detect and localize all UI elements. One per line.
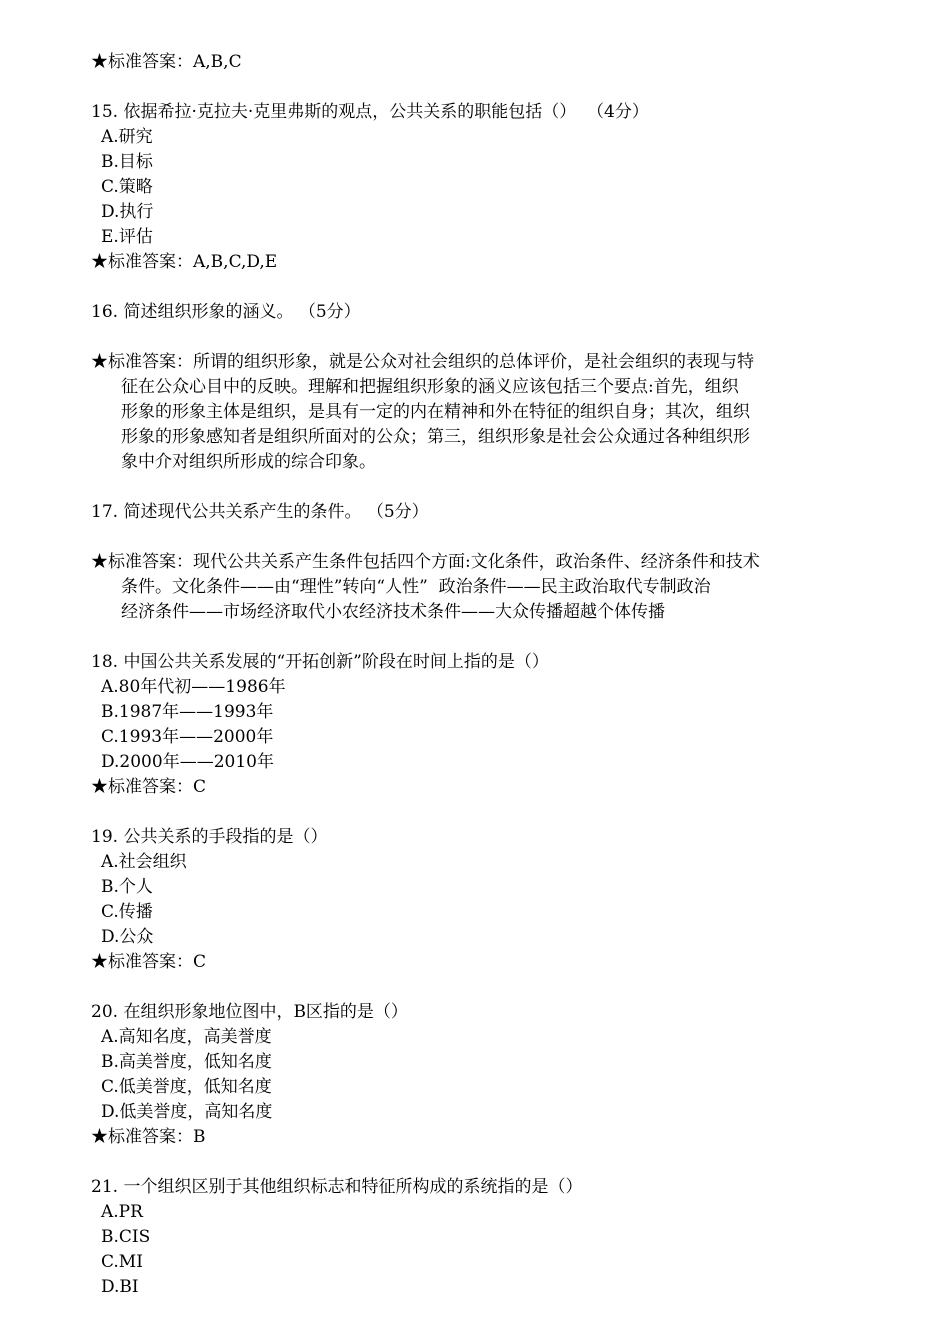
option-21-b: B.CIS (101, 1227, 151, 1247)
answer-text: 所谓的组织形象，就是公众对社会组织的总体评价，是社会组织的表现与特 (193, 352, 754, 372)
answer-text-line: 形象的形象主体是组织，是具有一定的内在精神和外在特征的组织自身；其次，组织 (121, 402, 750, 422)
question-21-stem: 21. 一个组织区别于其他组织标志和特征所构成的系统指的是（） (91, 1177, 583, 1197)
answer-line-14 (91, 50, 866, 75)
option-21-d: D.BI (101, 1277, 139, 1297)
answer-text-line: 形象的形象感知者是组织所面对的公众；第三，组织形象是社会公众通过各种组织形 (121, 427, 750, 447)
option-15-e: E.评估 (101, 227, 153, 247)
question-19-stem: 19. 公共关系的手段指的是（） (91, 827, 328, 847)
option-19-c: C.传播 (101, 902, 153, 922)
answer-line-15 (91, 250, 866, 275)
option-19-d: D.公众 (101, 927, 154, 947)
answer-value: C (193, 777, 207, 797)
exam-page (91, 50, 866, 1300)
option-19-a: A.社会组织 (101, 852, 187, 872)
answer-text-line: 征在公众心目中的反映。理解和把握组织形象的涵义应该包括三个要点:首先，组织 (121, 377, 739, 397)
answer-value: A,B,C,D,E (193, 252, 278, 272)
answer-text-line: 象中介对组织所形成的综合印象。 (121, 452, 376, 472)
option-20-c: C.低美誉度，低知名度 (101, 1077, 272, 1097)
answer-label: ★标准答案： (91, 252, 193, 272)
answer-value: A,B,C (193, 52, 242, 72)
option-18-d: D.2000年——2010年 (101, 752, 274, 772)
question-18-stem: 18. 中国公共关系发展的“开拓创新”阶段在时间上指的是（） (91, 652, 549, 672)
answer-value: C (193, 952, 207, 972)
answer-text-line: 经济条件——市场经济取代小农经济技术条件——大众传播超越个体传播 (121, 602, 665, 622)
option-15-c: C.策略 (101, 177, 153, 197)
answer-block-16 (91, 350, 866, 475)
option-21-a: A.PR (101, 1202, 143, 1222)
answer-line-19 (91, 950, 866, 975)
option-20-b: B.高美誉度，低知名度 (101, 1052, 272, 1072)
option-18-c: C.1993年——2000年 (101, 727, 274, 747)
answer-label: ★标准答案： (91, 777, 193, 797)
question-17-stem: 17. 简述现代公共关系产生的条件。 （5分） (91, 502, 429, 522)
question-15-stem: 15. 依据希拉·克拉夫·克里弗斯的观点，公共关系的职能包括（） （4分） (91, 102, 649, 122)
option-15-a: A.研究 (101, 127, 153, 147)
answer-line-20 (91, 1125, 866, 1150)
answer-label: ★标准答案： (91, 952, 193, 972)
option-20-d: D.低美誉度，高知名度 (101, 1102, 273, 1122)
answer-label: ★标准答案： (91, 552, 193, 572)
answer-text-line: 条件。文化条件——由“理性”转向“人性” 政治条件——民主政治取代专制政治 (121, 577, 711, 597)
answer-value: B (193, 1127, 206, 1147)
answer-line-18 (91, 775, 866, 800)
option-21-c: C.MI (101, 1252, 143, 1272)
option-18-b: B.1987年——1993年 (101, 702, 274, 722)
option-15-b: B.目标 (101, 152, 153, 172)
option-18-a: A.80年代初——1986年 (101, 677, 286, 697)
answer-label: ★标准答案： (91, 1127, 193, 1147)
question-20-stem: 20. 在组织形象地位图中，B区指的是（） (91, 1002, 408, 1022)
answer-block-17 (91, 550, 866, 625)
answer-label: ★标准答案： (91, 352, 193, 372)
option-20-a: A.高知名度，高美誉度 (101, 1027, 272, 1047)
question-16-stem: 16. 简述组织形象的涵义。 （5分） (91, 302, 361, 322)
option-19-b: B.个人 (101, 877, 153, 897)
answer-text: 现代公共关系产生条件包括四个方面:文化条件，政治条件、经济条件和技术 (193, 552, 760, 572)
answer-label: ★标准答案： (91, 52, 193, 72)
option-15-d: D.执行 (101, 202, 154, 222)
